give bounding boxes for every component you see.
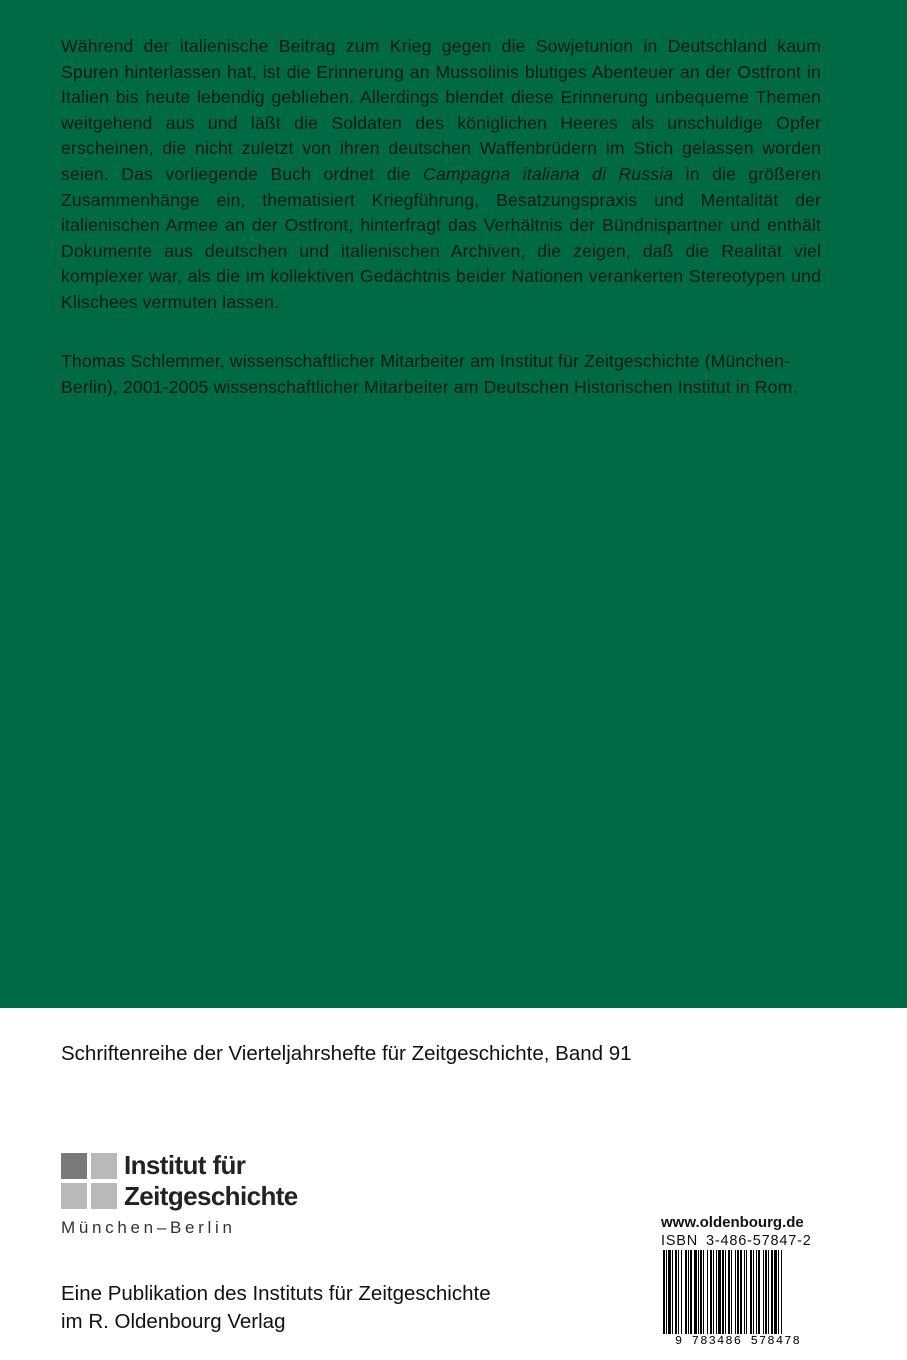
logo-square-light-icon [91,1183,117,1209]
barcode-bar [737,1250,739,1334]
barcode-bar [744,1250,745,1334]
institute-logo [61,1150,321,1245]
blurb-italic-title: Campagna italiana di Russia [423,163,674,184]
barcode-bar [707,1250,708,1334]
barcode-bar [725,1250,726,1342]
barcode-bar [716,1250,717,1334]
barcode-bar [758,1250,760,1334]
barcode-bar [746,1250,747,1334]
institute-logo-name [124,1150,298,1212]
logo-square-light-icon [91,1153,117,1179]
barcode-bar [678,1250,679,1334]
book-blurb [61,34,821,316]
barcode-bar [765,1250,767,1334]
isbn-number: 3-486-57847-2 [706,1233,812,1249]
barcode-bar [774,1250,777,1334]
barcode-bar [763,1250,764,1334]
barcode-digits: 9 783486 578478 [661,1334,836,1348]
barcode-bar [713,1250,714,1334]
barcode-bar [778,1250,779,1342]
logo-square-dark-icon [61,1153,87,1179]
barcode-bar [694,1250,697,1334]
series-title: Schriftenreihe der Vierteljahrshefte für Zeitgeschichte, Band 91 [61,1042,632,1065]
barcode-bar [781,1250,782,1342]
barcode-bar [756,1250,757,1334]
publisher-info [661,1214,836,1250]
barcode-bar [728,1250,730,1334]
logo-square-light-icon [61,1183,87,1209]
institute-logo-city: München–Berlin [61,1218,236,1237]
isbn-line [661,1232,836,1250]
barcode-bar [753,1250,754,1334]
barcode-bar [768,1250,769,1334]
blurb-text-part1: Während der italienische Beitrag zum Krieg gegen die Sowjetunion in Deutschland kaum Spuren hinterlassen hat, ist die Erinnerung an Mussolinis blutiges Abenteuer an der Ostfront in Italien bis heute lebendig geblieben. Allerdings blendet diese Erinnerung unbequeme Themen weitgehend aus und läßt die Soldaten des königlichen Heeres als unschuldige Opfer erscheinen, die nicht zuletzt von ihren deutschen Waffenbrüdern im Stich gelassen worden seien. Das vorliegende Buch ordnet die [61,36,821,184]
barcode-bar [750,1250,752,1334]
barcode-bar [731,1250,732,1334]
barcode-bar [685,1250,687,1334]
barcode-bar [672,1250,673,1334]
barcode-bar [675,1250,677,1334]
barcode-bar [666,1250,667,1342]
blurb-text-part2: in die größeren Zusammenhänge ein, thematisiert Kriegführung, Besatzungspraxis und Mentalität der italienischen Armee an der Ostfront, hinterfragt das Verhältnis der Bündnispartner und enthält Dokumente aus deutschen und italienischen Archiven, die zeigen, daß die Realität viel komplexer war, als die im kollektiven Gedächtnis beider Nationen verankerten Stereotypen und Klischees vermuten lassen. [61,163,822,312]
barcode-bar [700,1250,702,1334]
barcode-bar [698,1250,699,1334]
barcode-bar [710,1250,712,1334]
barcode-bar [681,1250,682,1334]
author-bio: Thomas Schlemmer, wissenschaftlicher Mitarbeiter am Institut für Zeitgeschichte (München-Berlin), 2001-2005 wissenschaftlicher Mitarbeiter am Deutschen Historischen Institut in Rom. [61,351,798,397]
barcode-bar [668,1250,671,1334]
barcode-bar [718,1250,721,1334]
barcode-bar [740,1250,742,1334]
publication-note [61,1280,491,1335]
institute-logo-line2: Zeitgeschichte [124,1181,298,1211]
barcode-bar [735,1250,736,1334]
barcode-bar [703,1250,704,1334]
barcode-bar [771,1250,773,1334]
barcode-bar [690,1250,692,1334]
institute-logo-line1: Institut für [124,1150,246,1180]
barcode-bar [663,1250,665,1342]
publisher-website: www.oldenbourg.de [661,1214,804,1231]
isbn-label: ISBN [661,1233,699,1249]
barcode-bar [722,1250,724,1342]
publication-note-line1: Eine Publikation des Instituts für Zeitgeschichte [61,1282,491,1305]
publication-note-line2: im R. Oldenbourg Verlag [61,1309,286,1333]
barcode-bar [688,1250,689,1334]
